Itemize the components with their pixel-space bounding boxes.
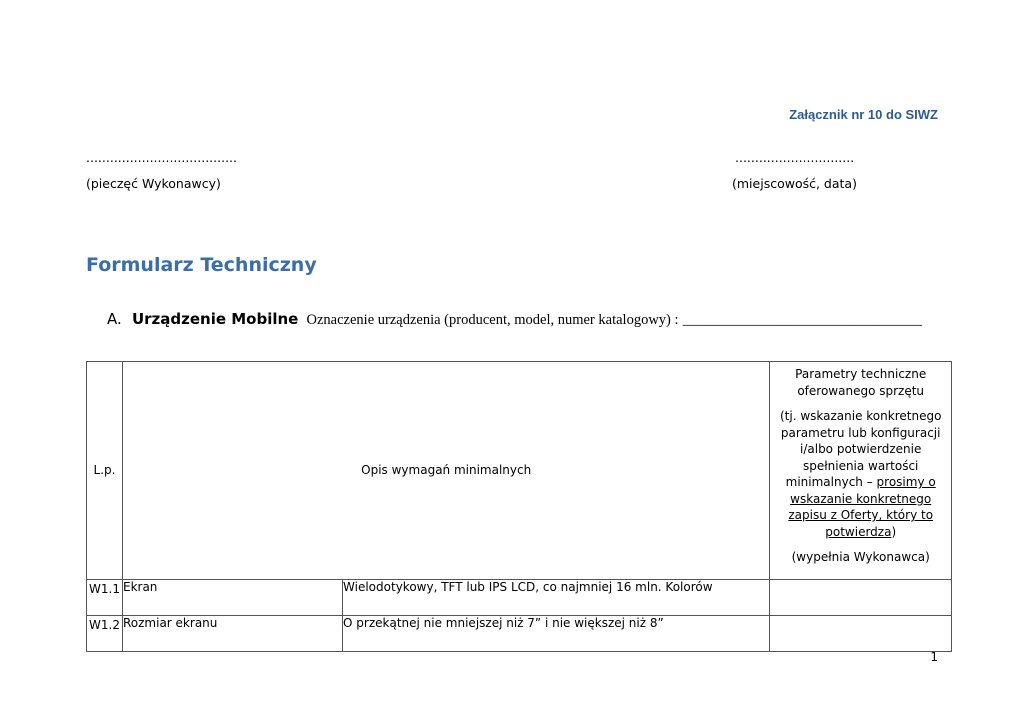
row-description: O przekątnej nie mniejszej niż 7” i nie większej niż 8” bbox=[343, 615, 770, 651]
table-row bbox=[87, 579, 952, 615]
place-date-label: (miejscowość, data) bbox=[732, 176, 857, 191]
section-letter: A. bbox=[107, 310, 122, 328]
header-parameters-note-underlined: prosimy o wskazanie konkretnego zapisu z Oferty, który to potwierdza bbox=[788, 475, 936, 539]
row-name: Ekran bbox=[122, 579, 342, 615]
place-date-dots: .............................. bbox=[735, 150, 855, 165]
row-lp: W1.1 bbox=[87, 579, 123, 615]
row-lp: W1.2 bbox=[87, 615, 123, 651]
row-value-input[interactable] bbox=[770, 615, 952, 651]
table-row bbox=[87, 615, 952, 651]
header-requirements: Opis wymagań minimalnych bbox=[122, 362, 769, 580]
header-lp: L.p. bbox=[87, 362, 123, 580]
section-name: Urządzenie Mobilne bbox=[131, 310, 299, 328]
page-title: Formularz Techniczny bbox=[86, 254, 317, 276]
seal-label: (pieczęć Wykonawcy) bbox=[86, 176, 221, 191]
header-parameters-filler: (wypełnia Wykonawca) bbox=[791, 550, 930, 564]
header-parameters-note-close: ) bbox=[891, 524, 897, 539]
section-heading bbox=[107, 310, 922, 329]
seal-dots: ...................................... bbox=[86, 150, 237, 165]
header-parameters-note-text: (tj. wskazanie konkretnego parametru lub konfiguracji i/albo potwierdzenie spełnienia wartości minimalnych – bbox=[779, 409, 942, 489]
table-header-row bbox=[87, 362, 952, 580]
header-parameters bbox=[770, 362, 952, 580]
section-description: Oznaczenie urządzenia (producent, model, numer katalogowy) : bbox=[306, 312, 679, 328]
row-value-input[interactable] bbox=[770, 579, 952, 615]
device-designation-blank[interactable]: _________________________________ bbox=[682, 312, 922, 328]
header-parameters-note bbox=[776, 408, 945, 540]
spec-table bbox=[86, 361, 952, 652]
page-number: 1 bbox=[930, 650, 938, 664]
annex-label: Załącznik nr 10 do SIWZ bbox=[789, 107, 938, 122]
row-name: Rozmiar ekranu bbox=[122, 615, 342, 651]
row-description: Wielodotykowy, TFT lub IPS LCD, co najmniej 16 mln. Kolorów bbox=[343, 579, 770, 615]
header-parameters-title: Parametry techniczne oferowanego sprzętu bbox=[795, 367, 927, 398]
